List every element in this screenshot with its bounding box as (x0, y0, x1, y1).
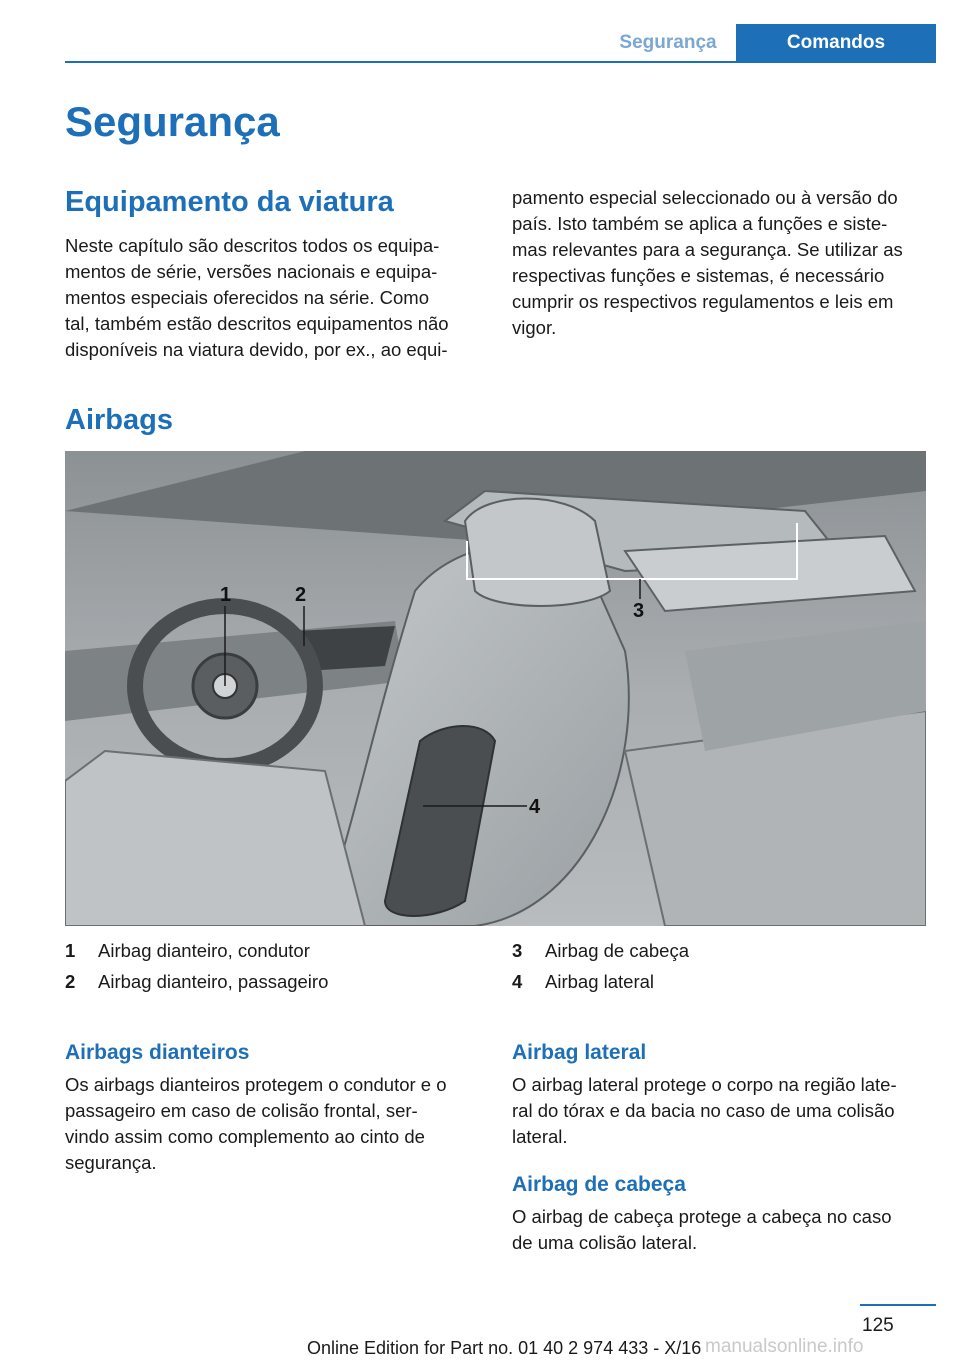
watermark: manualsonline.info (705, 1336, 864, 1357)
section-heading-airbags: Airbags (65, 404, 173, 436)
text-line: cumprir os respectivos regulamentos e leis em (512, 291, 894, 312)
legend-text: Airbag lateral (545, 971, 655, 992)
text-line: mentos de série, versões nacionais e equipa- (65, 261, 438, 282)
callout-2: 2 (295, 584, 307, 606)
text-line: de uma colisão lateral. (512, 1232, 698, 1253)
text-line: vigor. (512, 317, 557, 338)
legend-text: Airbag dianteiro, passageiro (98, 971, 329, 992)
header-rule (65, 61, 936, 63)
callout-4: 4 (529, 796, 541, 818)
callout-3: 3 (633, 600, 645, 622)
text-line: disponíveis na viatura devido, por ex., ao equi- (65, 339, 448, 360)
page-title: Segurança (65, 98, 280, 145)
heading-side-airbag: Airbag lateral (512, 1041, 647, 1064)
legend-number: 2 (65, 971, 76, 992)
legend-item (512, 938, 689, 964)
footer-rule (860, 1304, 936, 1306)
header-tab-section: Segurança (619, 31, 717, 53)
legend-item (65, 938, 310, 964)
equipment-text-col1 (65, 233, 480, 363)
text-line: O airbag de cabeça protege a cabeça no caso (512, 1206, 892, 1227)
airbag-illustration (65, 451, 926, 926)
legend-item (65, 969, 328, 995)
legend-number: 1 (65, 940, 76, 961)
text-line: tal, também estão descritos equipamentos não (65, 313, 449, 334)
heading-front-airbags: Airbags dianteiros (65, 1041, 250, 1064)
heading-head-airbag: Airbag de cabeça (512, 1173, 686, 1196)
text-line: Os airbags dianteiros protegem o condutor e o (65, 1074, 447, 1095)
text-line: mas relevantes para a segurança. Se utilizar as (512, 239, 903, 260)
head-airbag-text (512, 1204, 927, 1256)
legend-number: 4 (512, 971, 523, 992)
text-line: passageiro em caso de colisão frontal, ser- (65, 1100, 418, 1121)
legend-text: Airbag dianteiro, condutor (98, 940, 310, 961)
text-line: respectivas funções e sistemas, é necessário (512, 265, 885, 286)
equipment-text-col2 (512, 185, 927, 341)
text-line: mentos especiais oferecidos na série. Como (65, 287, 430, 308)
header-tab-active: Comandos (736, 24, 936, 62)
callout-1: 1 (220, 584, 232, 606)
edition-note: Online Edition for Part no. 01 40 2 974 433 - X/16 (307, 1338, 702, 1358)
legend-item (512, 969, 654, 995)
section-heading-equipment: Equipamento da viatura (65, 186, 394, 218)
side-airbag-text (512, 1072, 927, 1150)
text-line: vindo assim como complemento ao cinto de (65, 1126, 425, 1147)
text-line: país. Isto também se aplica a funções e siste- (512, 213, 888, 234)
text-line: pamento especial seleccionado ou à versão do (512, 187, 898, 208)
text-line: Neste capítulo são descritos todos os equipa- (65, 235, 440, 256)
text-line: O airbag lateral protege o corpo na região late- (512, 1074, 897, 1095)
text-line: ral do tórax e da bacia no caso de uma colisão (512, 1100, 895, 1121)
page-number: 125 (862, 1315, 894, 1336)
car-interior-drawing (65, 451, 926, 926)
text-line: lateral. (512, 1126, 568, 1147)
text-line: segurança. (65, 1152, 157, 1173)
legend-text: Airbag de cabeça (545, 940, 689, 961)
front-airbags-text (65, 1072, 480, 1176)
legend-number: 3 (512, 940, 523, 961)
